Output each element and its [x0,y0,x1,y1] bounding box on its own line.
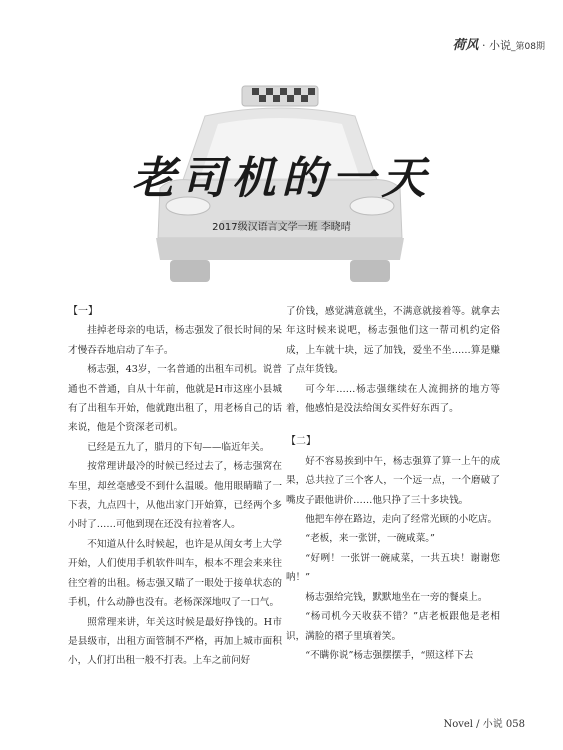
section-label: 小说 [489,39,512,52]
paragraph: 已经是五九了，腊月的下旬——临近年关。 [87,441,270,453]
paragraph: 不知道从什么时候起，也许是从闺女考上大学开始，人们使用手机软件叫车，根本不理会来来往往空着的出租。杨志强又瞄了一眼处于接单状态的手机，什么动静也没有。老杨深深地叹了一口气。 [68,538,282,609]
paragraph: 照常理来讲，年关这时候是最好挣钱的。H市是县级市，出租方面管制不严格，再加上城市面积小，人们打出租一般不打表。上车之前问好 [68,616,282,667]
paragraph: 可今年……杨志强继续在人流拥挤的地方等着，他感怕是没法给闺女买件好东西了。 [286,383,500,415]
section-heading: 【二】 [286,436,316,448]
section-gap [286,418,500,432]
paragraph: 他把车停在路边，走向了经常光顾的小吃店。 [305,514,498,526]
page-footer [443,715,525,730]
page-number: 058 [505,719,525,730]
left-column [68,302,282,671]
magazine-brand: 荷风 [452,38,479,53]
paragraph: 按常理讲最冷的时候已经过去了，杨志强窝在车里，却丝毫感受不到什么温暖。他用眼睛瞄了一下表，九点四十，从他出家门开始算，已经两个多小时了……可他到现在还没有拉着客人。 [68,461,282,531]
issue-label: _第08期 [511,42,545,52]
paragraph: 杨志强给完钱，默默地坐在一旁的餐桌上。 [305,591,488,603]
paragraph: “杨司机今天收获不错？”店老板跟他是老相识，满脸的褶子里填着笑。 [286,611,500,642]
right-column [286,302,500,665]
page-header [453,34,545,53]
header-separator: · [478,39,490,52]
article-byline: 2017级汉语言文学一班 李晓晴 [212,222,351,233]
paragraph: “不瞒你说”杨志强摆摆手，“照这样下去 [305,649,474,661]
paragraph: 好不容易挨到中午，杨志强算了算一上午的成果，总共拉了三个客人，一个远一点，一个磨破了嘴皮子跟他讲价……他只挣了三十多块钱。 [286,455,500,506]
paragraph-continued: 了价钱，感觉满意就坐，不满意就接着等。就拿去年这时候来说吧，杨志强他们这一帮司机约定俗成，上车就十块，远了加钱，爱坐不坐……算是赚了点年货钱。 [286,306,500,376]
section-heading: 【一】 [68,306,98,317]
paragraph: 挂掉老母亲的电话，杨志强发了很长时间的呆才慢吞吞地启动了车子。 [68,325,282,356]
article-title: 老司机的一天 [131,153,432,204]
paragraph: “老板，来一张饼，一碗咸菜。” [305,533,435,545]
paragraph: “好咧！一张饼一碗咸菜，一共五块！谢谢您呐！” [286,552,500,584]
footer-label: Novel / 小说 [443,719,503,730]
paragraph: 杨志强，43岁，一名普通的出租车司机。说普通也不普通，自从十年前，他就是H市这座小县城有了出租车开始，他就跑出租了，用老杨自己的话来说，他是个资深老司机。 [68,364,282,434]
